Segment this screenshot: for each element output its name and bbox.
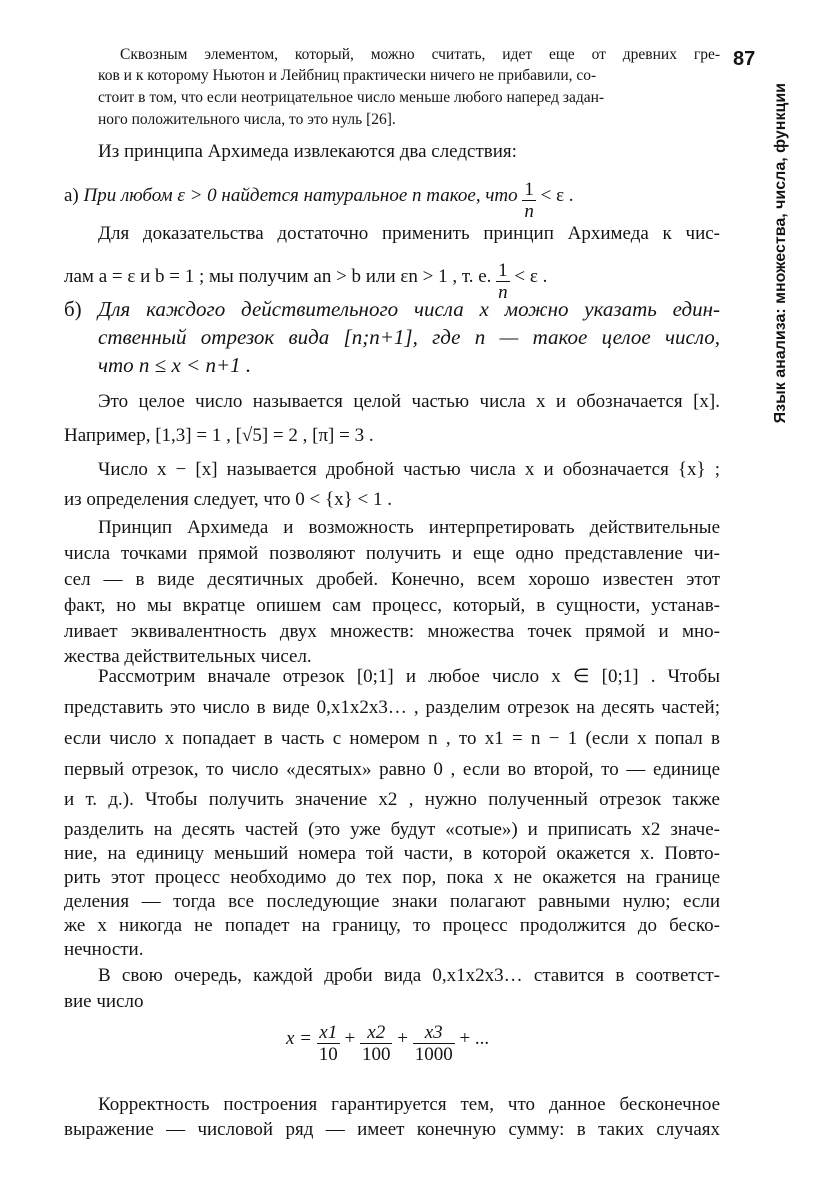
- intro-line: ного положительного числа, то это нуль [26].: [98, 111, 396, 128]
- fraction-denominator: 10: [318, 1044, 338, 1065]
- fraction-numerator: 1: [524, 179, 534, 200]
- body-line: Это целое число называется целой частью числа x и обозначается [x].: [98, 391, 720, 412]
- formula-term: [413, 1022, 455, 1065]
- body-line: Принцип Архимеда и возможность интерпретировать действительные: [98, 517, 720, 538]
- body-line: рить этот процесс необходимо до тех пор, пока x не окажется на границе: [64, 867, 720, 888]
- fraction-numerator: 1: [498, 260, 508, 281]
- formula-tail: + ...: [459, 1027, 490, 1049]
- formula-term: [317, 1022, 340, 1065]
- body-line: если число x попадает в часть с номером n , то x1 = n − 1 (если x попал в: [64, 728, 720, 749]
- body-line: представить это число в виде 0,x1x2x3… , разделим отрезок на десять частей;: [64, 697, 720, 718]
- item-a-text: При любом ε > 0 найдется натуральное n такое, что: [83, 184, 518, 206]
- series-formula: [286, 1018, 490, 1065]
- item-a-tail: < ε .: [540, 184, 574, 206]
- body-line: разделить на десять частей (это уже будут «сотые») и приписать x2 значе-: [64, 819, 720, 840]
- fraction-denominator: n: [524, 201, 534, 222]
- body-line: Число x − [x] называется дробной частью числа x и обозначается {x} ;: [98, 459, 720, 480]
- body-line: Рассмотрим вначале отрезок [0;1] и любое число x ∈ [0;1] . Чтобы: [98, 666, 720, 687]
- item-b-line: Для каждого действительного числа x можно указать един-: [98, 297, 720, 321]
- intro-line: ков и к которому Ньютон и Лейбниц практически ничего не прибавили, со-: [98, 67, 597, 84]
- formula-term: [360, 1022, 393, 1065]
- proof-line-tail: < ε .: [514, 265, 548, 287]
- body-line: деления — тогда все последующие знаки полагают равными нулю; если: [64, 891, 720, 912]
- fraction-denominator: n: [498, 282, 508, 303]
- body-line: ливает эквивалентность двух множеств: множества точек прямой и мно-: [64, 621, 720, 642]
- body-line: сел — в виде десятичных дробей. Конечно, всем хорошо известен этот: [64, 569, 720, 590]
- proof-line: [64, 256, 548, 303]
- body-line: числа точками прямой позволяют получить и еще одно представление чи-: [64, 543, 720, 564]
- body-line: из определения следует, что 0 < {x} < 1 .: [64, 489, 392, 510]
- fraction-numerator: x3: [424, 1022, 443, 1043]
- body-line: первый отрезок, то число «десятых» равно 0 , если во второй, то — единице: [64, 759, 720, 780]
- item-a: [64, 175, 574, 222]
- proof-line: Для доказательства достаточно применить принцип Архимеда к чис-: [98, 223, 720, 244]
- page-number: 87: [733, 48, 756, 70]
- body-line: нечности.: [64, 939, 144, 960]
- body-line: ние, на единицу меньший номера той части, в которой окажется x. Повто-: [64, 843, 720, 864]
- proof-line-text: лам a = ε и b = 1 ; мы получим an > b или εn > 1 , т. е.: [64, 265, 492, 287]
- running-head: Язык анализа: множества, числа, функции: [772, 83, 789, 424]
- final-line: Корректность построения гарантируется тем, что данное бесконечное: [98, 1094, 720, 1115]
- body-line: же x никогда не попадет на границу, то процесс продолжится до беско-: [64, 915, 720, 936]
- consequences-intro: Из принципа Архимеда извлекаются два следствия:: [98, 141, 517, 162]
- item-b-label: б): [64, 297, 82, 321]
- final-line: выражение — числовой ряд — имеет конечную сумму: в таких случаях: [64, 1119, 720, 1140]
- formula-plus: +: [344, 1027, 356, 1049]
- body-line: вие число: [64, 991, 144, 1012]
- body-line: Например, [1,3] = 1 , [√5] = 2 , [π] = 3 .: [64, 425, 374, 446]
- fraction-denominator: 1000: [414, 1044, 453, 1065]
- fraction-denominator: 100: [361, 1044, 391, 1065]
- body-line: жества действительных чисел.: [64, 646, 312, 667]
- fraction-numerator: x1: [319, 1022, 338, 1043]
- formula-plus: +: [397, 1027, 408, 1049]
- body-line: факт, но мы вкратце опишем сам процесс, который, в сущности, устанав-: [64, 595, 720, 616]
- item-b-line: что n ≤ x < n+1 .: [98, 353, 252, 377]
- formula-lhs: x =: [286, 1027, 313, 1049]
- body-line: В свою очередь, каждой дроби вида 0,x1x2x3… ставится в соответст-: [98, 965, 720, 986]
- item-b-line: ственный отрезок вида [n;n+1], где n — такое целое число,: [98, 325, 720, 349]
- fraction-numerator: x2: [367, 1022, 386, 1043]
- body-line: и т. д.). Чтобы получить значение x2 , нужно полученный отрезок также: [64, 789, 720, 810]
- item-a-label: а): [64, 184, 79, 206]
- item-a-fraction: [522, 179, 536, 222]
- intro-line: стоит в том, что если неотрицательное число меньше любого наперед задан-: [98, 89, 605, 106]
- intro-line: Сквозным элементом, который, можно считать, идет еще от древних гре-: [120, 46, 720, 63]
